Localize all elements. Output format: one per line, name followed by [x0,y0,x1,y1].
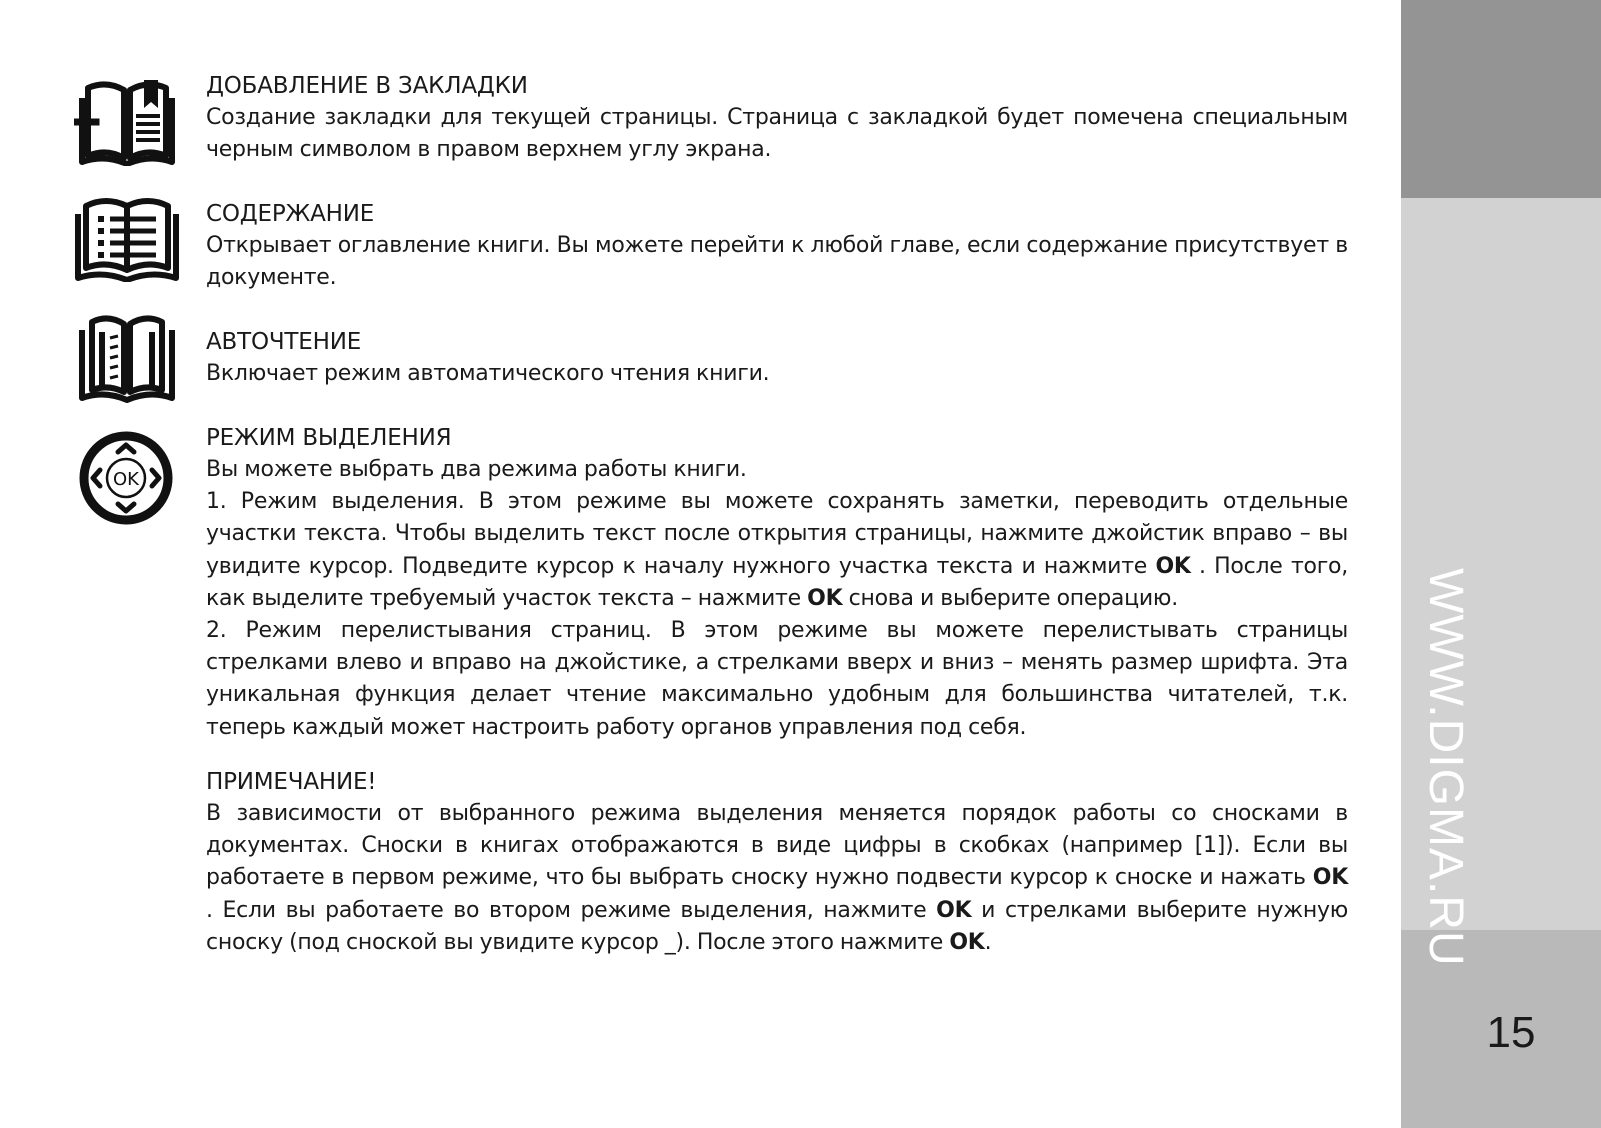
joystick-ok-icon [74,428,180,528]
section-bookmark [206,70,1348,166]
contents-book-icon [74,192,180,282]
ok-key: OK [807,585,843,611]
bookmark-book-icon [74,74,180,166]
section-text: Включает режим автоматического чтения книги. [206,361,770,386]
ok-key: OK [1155,553,1191,579]
autoread-book-icon [74,312,180,404]
section-autoread [206,326,1348,390]
section-title: ПРИМЕЧАНИЕ! [206,769,377,795]
section-title: ДОБАВЛЕНИЕ В ЗАКЛАДКИ [206,73,528,99]
mode-1-text: 1. Режим выделения. В этом режиме вы можете сохранять заметки, переводить отдельные участки текста. Чтобы выделить текст после открытия страницы, нажмите джойстик вправо – вы увидите курсор. Подведите курсор к началу нужного участка текста и нажмите OK . После того, как выделите требуемый участок текста – нажмите OK снова и выберите операцию. [206,489,1348,611]
note-text: В зависимости от выбранного режима выделения меняется порядок работы со сносками в документах. Сноски в книгах отображаются в виде цифры в скобках (например [1]). Если вы работаете в первом режиме, что бы выбрать сноску нужно подвести курсор к сноске и нажать OK . Если вы работаете во втором режиме выделения, нажмите OK и стрелками выберите нужную сноску (под сноской вы увидите курсор _). После этого нажмите OK. [206,801,1348,955]
section-note [206,766,1348,959]
ok-key: OK [936,897,972,923]
section-select-mode [206,422,1348,744]
section-text: Открывает оглавление книги. Вы можете перейти к любой главе, если содержание присутствует в документе. [206,233,1348,291]
site-url: WWW.DIGMA.RU [1419,568,1472,967]
section-contents [206,198,1348,294]
section-text: Создание закладки для текущей страницы. Страница с закладкой будет помечена специальным черным символом в правом верхнем углу экрана. [206,105,1348,163]
section-intro: Вы можете выбрать два режима работы книги. [206,457,747,482]
section-title: АВТОЧТЕНИЕ [206,329,362,355]
section-title: СОДЕРЖАНИЕ [206,201,375,227]
side-bar-top-block [1401,0,1601,198]
page-number: 15 [1486,1008,1536,1057]
joystick-ok-label: OK [113,469,139,490]
mode-2-text: 2. Режим перелистывания страниц. В этом режиме вы можете перелистывать страницы стрелками влево и вправо на джойстике, а стрелками вверх и вниз – менять размер шрифта. Эта уникальная функция делает чтение максимально удобным для большинства читателей, т.к. теперь каждый может настроить работу органов управления под себя. [206,618,1348,740]
ok-key: OK [1312,865,1348,891]
section-title: РЕЖИМ ВЫДЕЛЕНИЯ [206,425,452,451]
ok-key: OK [949,929,985,955]
